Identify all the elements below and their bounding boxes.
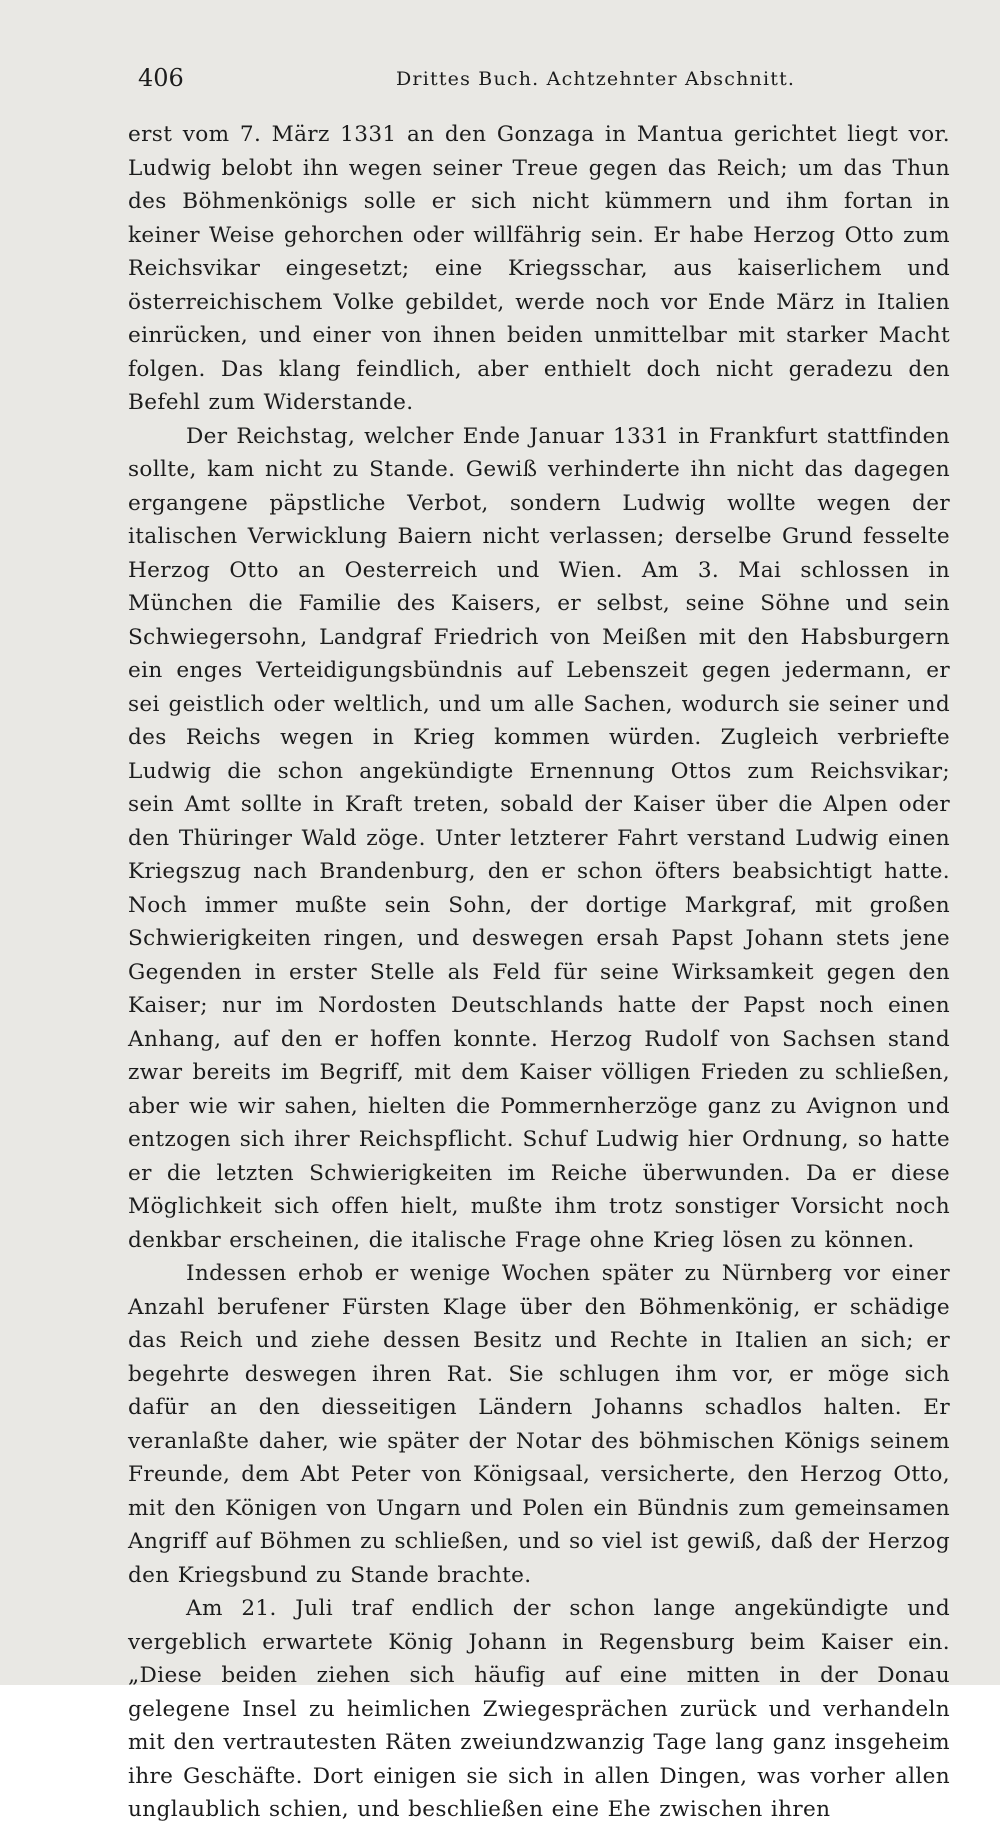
paragraph-reichstag: Der Reichstag, welcher Ende Januar 1331 in Frankfurt stattfinden sollte, kam nicht zu Stande. Gewiß verhinderte ihn nicht das dagegen ergangene päpstliche Verbot, sondern Ludwig wollte wegen der italischen Verwicklung Baiern nicht verlassen; derselbe Grund fesselte Herzog Otto an Oesterreich und Wien. Am 3. Mai schlossen in München die Familie des Kaisers, er selbst, seine Söhne und sein Schwiegersohn, Landgraf Friedrich von Meißen mit den Habsburgern ein enges Verteidigungsbündnis auf Lebenszeit gegen jedermann, er sei geistlich oder weltlich, und um alle Sachen, wodurch sie seiner und des Reichs wegen in Krieg kommen würden. Zugleich verbriefte Ludwig die schon angekündigte Ernennung Ottos zum Reichsvikar; sein Amt sollte in Kraft treten, sobald der Kaiser über die Alpen oder den Thüringer Wald zöge. Unter letzterer Fahrt verstand Ludwig einen Kriegszug nach Brandenburg, den er schon öfters beabsichtigt hatte. Noch immer mußte sein Sohn, der dortige Markgraf, mit großen Schwierigkeiten ringen, und deswegen ersah Papst Johann stets jene Gegenden in erster Stelle als Feld für seine Wirksamkeit gegen den Kaiser; nur im Nordosten Deutschlands hatte der Papst noch einen Anhang, auf den er hoffen konnte. Herzog Rudolf von Sachsen stand zwar bereits im Begriff, mit dem Kaiser völligen Frieden zu schließen, aber wie wir sahen, hielten die Pommernherzöge ganz zu Avignon und entzogen sich ihrer Reichspflicht. Schuf Ludwig hier Ordnung, so hatte er die letzten Schwierigkeiten im Reiche überwunden. Da er diese Möglichkeit sich offen hielt, mußte ihm trotz sonstiger Vorsicht noch denkbar erscheinen, die italische Frage ohne Krieg lösen zu können. <box>128 423 950 1253</box>
body-text <box>128 118 950 1827</box>
page-number: 406 <box>138 64 184 92</box>
paragraph-continuation: erst vom 7. März 1331 an den Gonzaga in Mantua gerichtet liegt vor. Ludwig belobt ihn wegen seiner Treue gegen das Reich; um das Thun des Böhmenkönigs solle er sich nicht kümmern und ihm fortan in keiner Weise gehorchen oder willfährig sein. Er habe Herzog Otto zum Reichsvikar eingesetzt; eine Kriegsschar, aus kaiserlichem und österreichischem Volke gebildet, werde noch vor Ende März in Italien einrücken, und einer von ihnen beiden unmittelbar mit starker Macht folgen. Das klang feindlich, aber enthielt doch nicht geradezu den Befehl zum Widerstande. <box>128 122 950 415</box>
page-header <box>138 62 958 102</box>
running-title: Drittes Buch. Achtzehnter Abschnitt. <box>396 68 796 90</box>
paragraph-nuernberg: Indessen erhob er wenige Wochen später zu Nürnberg vor einer Anzahl berufener Fürsten Klage über den Böhmenkönig, er schädige das Reich und ziehe dessen Besitz und Rechte in Italien an sich; er begehrte deswegen ihren Rat. Sie schlugen ihm vor, er möge sich dafür an den diesseitigen Ländern Johanns schadlos halten. Er veranlaßte daher, wie später der Notar des böhmischen Königs seinem Freunde, dem Abt Peter von Königsaal, versicherte, den Herzog Otto, mit den Königen von Ungarn und Polen ein Bündnis zum gemeinsamen Angriff auf Böhmen zu schließen, und so viel ist gewiß, daß der Herzog den Kriegsbund zu Stande brachte. <box>128 1261 950 1588</box>
paragraph-regensburg: Am 21. Juli traf endlich der schon lange angekündigte und vergeblich erwartete König Johann in Regensburg beim Kaiser ein. „Diese beiden ziehen sich häufig auf eine mitten in der Donau gelegene Insel zu heimlichen Zwiegesprächen zurück und verhandeln mit den vertrautesten Räten zweiundzwanzig Tage lang ganz insgeheim ihre Geschäfte. Dort einigen sie sich in allen Dingen, was vorher allen unglaublich schien, und beschließen eine Ehe zwischen ihren <box>128 1596 950 1822</box>
